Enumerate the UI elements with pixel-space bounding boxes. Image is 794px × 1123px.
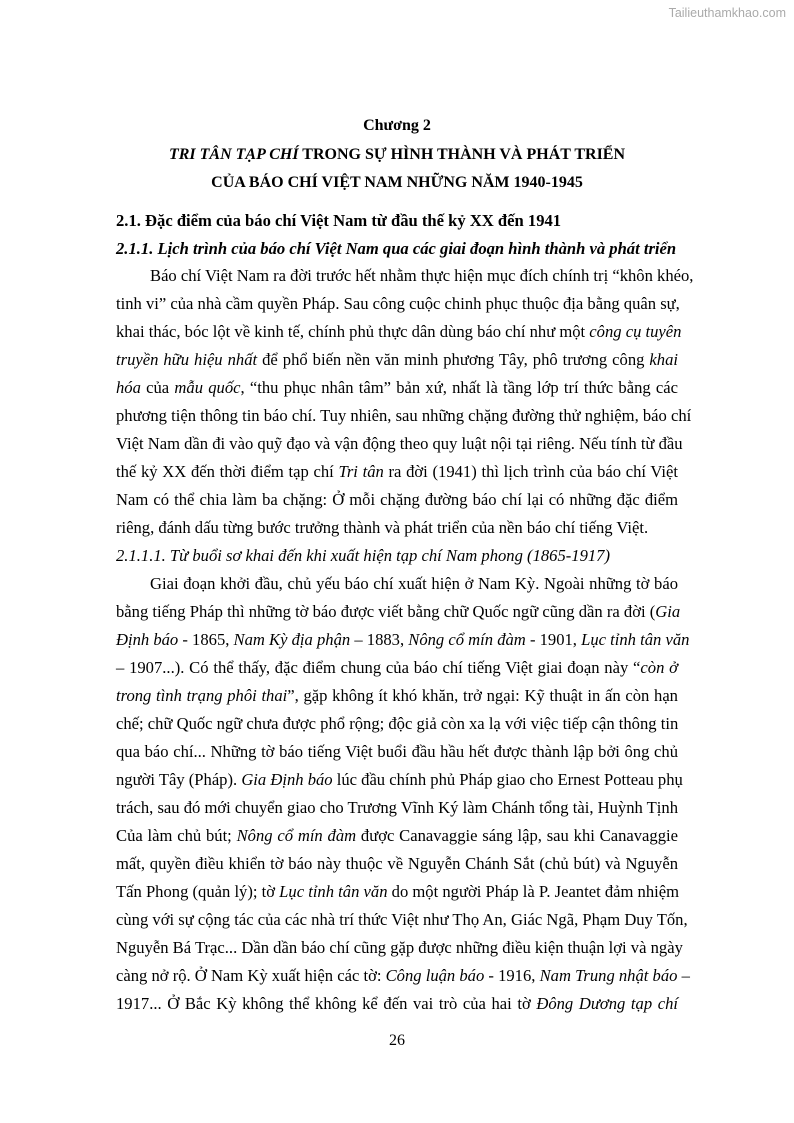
text-run-italic: Gia Định báo bbox=[241, 770, 333, 789]
text-run: 1917... Ở Bắc Kỳ không thể không kể đến vai trò của hai tờ bbox=[116, 994, 537, 1013]
paragraph-line bbox=[116, 828, 678, 845]
text-run-italic: Nông cổ mín đàm bbox=[408, 630, 526, 649]
text-run-italic: Đông Dương tạp chí bbox=[536, 994, 678, 1013]
text-run-italic: Gia bbox=[655, 602, 681, 621]
chapter-title-italic: TRI TÂN TẠP CHÍ bbox=[168, 146, 299, 163]
watermark: Tailieuthamkhao.com bbox=[668, 6, 786, 20]
paragraph-line bbox=[116, 602, 681, 621]
paragraph-line: cùng với sự cộng tác của các nhà trí thức Việt như Thọ An, Giác Ngã, Phạm Duy Tốn, bbox=[116, 910, 688, 929]
chapter-number: Chương 2 bbox=[363, 117, 431, 134]
text-run-italic: truyền hữu hiệu nhất bbox=[116, 350, 258, 369]
paragraph-line bbox=[116, 966, 690, 985]
section-heading-2-1: 2.1. Đặc điểm của báo chí Việt Nam từ đầu thế kỷ XX đến 1941 bbox=[116, 211, 562, 230]
text-run: để phổ biến nền văn minh phương Tây, phô trương công bbox=[257, 350, 650, 369]
paragraph-line: mất, quyền điều khiển tờ báo này thuộc về Nguyễn Chánh Sắt (chủ bút) và Nguyễn bbox=[116, 854, 678, 873]
paragraph-line: riêng, đánh dấu từng bước trưởng thành và phát triển của nền báo chí tiếng Việt. bbox=[116, 518, 649, 537]
text-run: – bbox=[677, 966, 690, 985]
paragraph-line: Nguyễn Bá Trạc... Dần dần báo chí cũng gặp được những điều kiện thuận lợi và ngày bbox=[116, 938, 683, 957]
paragraph-line: chế; chữ Quốc ngữ chưa được phổ rộng; độc giả còn xa lạ với việc tiếp cận thông tin bbox=[116, 714, 679, 733]
text-run: lúc đầu chính phủ Pháp giao cho Ernest Potteau phụ bbox=[332, 770, 683, 789]
text-run-italic: Định báo bbox=[116, 630, 179, 649]
text-run: , “thu phục nhân tâm” bản xứ, nhất là tầng lớp trí thức bằng các bbox=[240, 378, 679, 397]
text-run: bằng tiếng Pháp thì những tờ báo được viết bằng chữ Quốc ngữ cũng dần ra đời ( bbox=[116, 602, 656, 621]
text-run: người Tây (Pháp). bbox=[116, 770, 242, 789]
text-run-italic: công cụ tuyên bbox=[589, 322, 682, 341]
paragraph-line: Việt Nam dần đi vào quỹ đạo và vận động theo quy luật nội tại riêng. Nếu tính từ đầu bbox=[116, 434, 683, 453]
text-run-italic: Tri tân bbox=[338, 462, 384, 481]
text-run: được Canavaggie sáng lập, sau khi Canavaggie bbox=[356, 826, 678, 845]
text-run-italic: Lục tỉnh tân văn bbox=[581, 630, 690, 649]
text-run-italic: Nông cổ mín đàm bbox=[236, 826, 357, 845]
chapter-title bbox=[0, 146, 794, 164]
text-run-italic: Lục tỉnh tân văn bbox=[279, 882, 388, 901]
paragraph-line: Báo chí Việt Nam ra đời trước hết nhằm thực hiện mục đích chính trị “khôn khéo, bbox=[150, 266, 694, 285]
text-run: Tấn Phong (quản lý); tờ bbox=[116, 882, 280, 901]
text-run-italic: Nam Trung nhật báo bbox=[539, 966, 678, 985]
text-run: - 1916, bbox=[484, 966, 540, 985]
paragraph-line: qua báo chí... Những tờ báo tiếng Việt buổi đầu hầu hết được thành lập bởi ông chủ bbox=[116, 742, 678, 761]
paragraph-line: tinh vi” của nhà cầm quyền Pháp. Sau công cuộc chinh phục thuộc địa bằng quân sự, bbox=[116, 294, 680, 313]
text-run-italic: Nam Kỳ địa phận bbox=[233, 630, 351, 649]
paragraph-line bbox=[116, 630, 690, 649]
text-run: – 1907...). Có thể thấy, đặc điểm chung của báo chí tiếng Việt giai đoạn này “ bbox=[116, 658, 641, 677]
paragraph-line bbox=[116, 996, 678, 1013]
paragraph-line bbox=[116, 380, 678, 397]
text-run: ”, gặp không ít khó khăn, trở ngại: Kỹ thuật in ấn còn hạn bbox=[287, 686, 678, 705]
paragraph-line bbox=[116, 688, 678, 705]
paragraph-line bbox=[116, 464, 678, 481]
text-run: – 1883, bbox=[350, 630, 409, 649]
section-heading-2-1-1-1: 2.1.1.1. Từ buổi sơ khai đến khi xuất hiện tạp chí Nam phong (1865-1917) bbox=[116, 546, 611, 565]
text-run: Của làm chủ bút; bbox=[116, 826, 237, 845]
text-run: càng nở rộ. Ở Nam Kỳ xuất hiện các tờ: bbox=[116, 966, 386, 985]
text-run-italic: trong tình trạng phôi thai bbox=[116, 686, 288, 705]
paragraph-line: Giai đoạn khởi đầu, chủ yếu báo chí xuất hiện ở Nam Kỳ. Ngoài những tờ báo bbox=[150, 574, 678, 593]
paragraph-line: trách, sau đó mới chuyển giao cho Trương Vĩnh Ký làm Chánh tổng tài, Huỳnh Tịnh bbox=[116, 798, 678, 817]
text-run: thế kỷ XX đến thời điểm tạp chí bbox=[116, 462, 339, 481]
text-run: ra đời (1941) thì lịch trình của báo chí Việt bbox=[383, 462, 678, 481]
paragraph-line bbox=[116, 352, 678, 369]
text-run: khai thác, bóc lột về kinh tế, chính phủ thực dân dùng báo chí như một bbox=[116, 322, 590, 341]
text-run-italic: hóa bbox=[116, 378, 141, 397]
text-run-italic: Công luận báo bbox=[385, 966, 485, 985]
text-run: của bbox=[140, 378, 175, 397]
text-run: - 1901, bbox=[525, 630, 582, 649]
paragraph-line bbox=[116, 770, 683, 789]
section-heading-2-1-1: 2.1.1. Lịch trình của báo chí Việt Nam qua các giai đoạn hình thành và phát triển bbox=[116, 239, 677, 258]
text-run: - 1865, bbox=[178, 630, 234, 649]
text-run-italic: còn ở bbox=[640, 658, 679, 677]
page-number: 26 bbox=[389, 1032, 405, 1049]
text-run-italic: mẫu quốc bbox=[174, 378, 241, 397]
text-run-italic: khai bbox=[649, 350, 678, 369]
paragraph-line: Nam có thể chia làm ba chặng: Ở mỗi chặng đường báo chí lại có những đặc điểm bbox=[116, 490, 678, 509]
paragraph-line bbox=[116, 322, 682, 341]
paragraph-line bbox=[116, 660, 678, 677]
paragraph-line bbox=[116, 884, 678, 901]
chapter-title-line2: CỦA BÁO CHÍ VIỆT NAM NHỮNG NĂM 1940-1945 bbox=[211, 174, 583, 191]
paragraph-line: phương tiện thông tin báo chí. Tuy nhiên, sau những chặng đường thử nghiệm, báo chí bbox=[116, 406, 692, 425]
chapter-title-rest: TRONG SỰ HÌNH THÀNH VÀ PHÁT TRIỂN bbox=[298, 146, 626, 163]
text-run: do một người Pháp là P. Jeantet đảm nhiệm bbox=[387, 882, 680, 901]
